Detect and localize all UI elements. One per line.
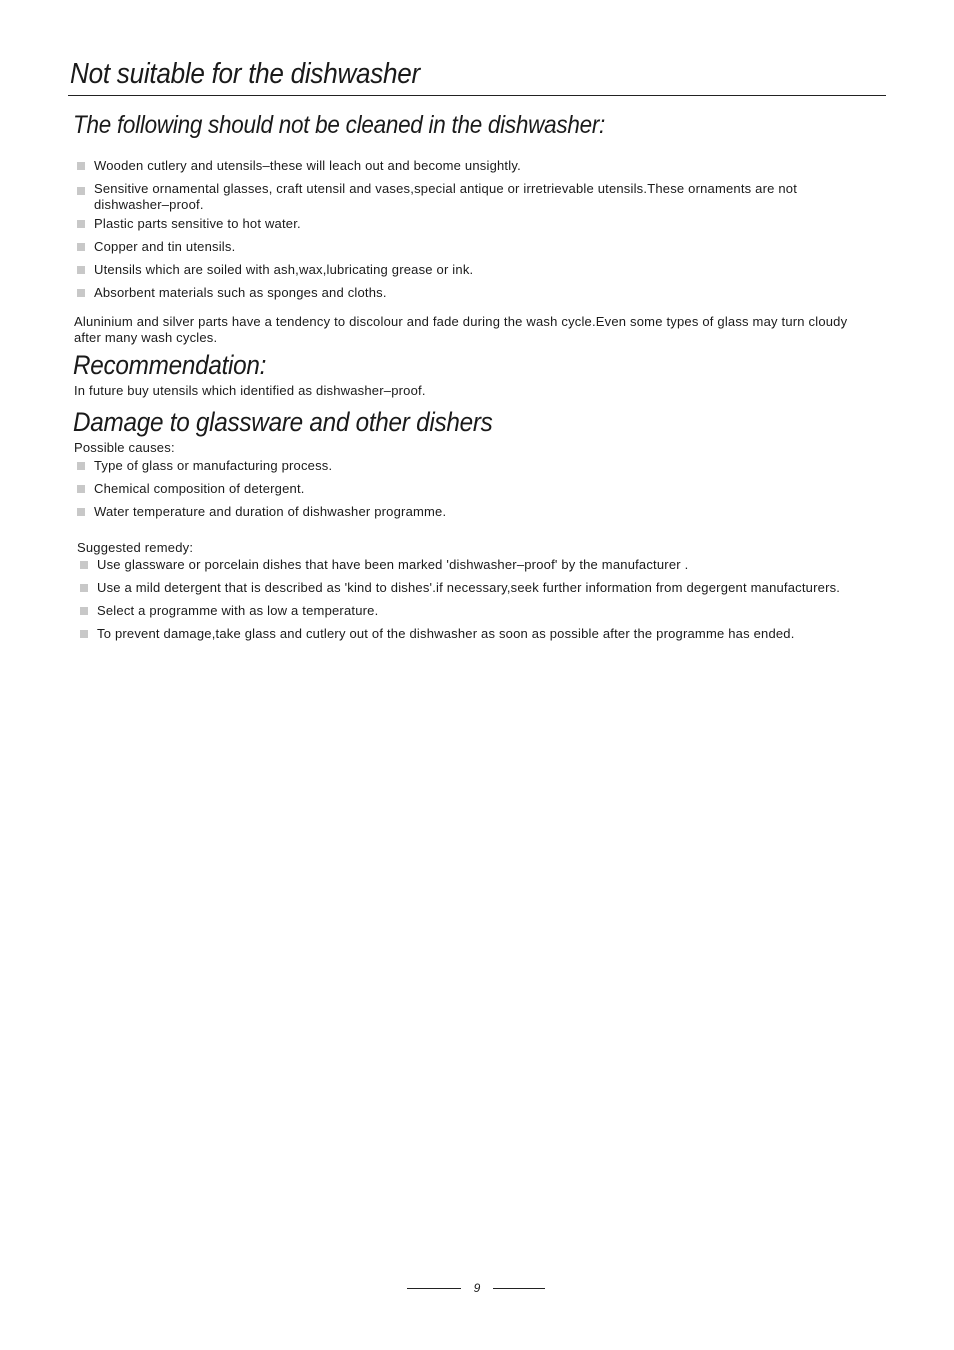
square-bullet-icon <box>77 289 85 297</box>
square-bullet-icon <box>80 630 88 638</box>
causes-list <box>74 458 854 527</box>
list-item: Chemical composition of detergent. <box>74 481 854 497</box>
square-bullet-icon <box>77 266 85 274</box>
square-bullet-icon <box>80 561 88 569</box>
list-item: Utensils which are soiled with ash,wax,lubricating grease or ink. <box>74 262 854 278</box>
page-number: 9 <box>473 1281 481 1295</box>
possible-causes-label: Possible causes: <box>74 440 175 455</box>
list-item: Wooden cutlery and utensils–these will leach out and become unsightly. <box>74 158 854 174</box>
square-bullet-icon <box>77 485 85 493</box>
square-bullet-icon <box>77 162 85 170</box>
list-item: Plastic parts sensitive to hot water. <box>74 216 854 232</box>
list-item: Use a mild detergent that is described as 'kind to dishes'.if necessary,seek further information from degergent manufacturers. <box>77 580 897 596</box>
list-item: Copper and tin utensils. <box>74 239 854 255</box>
list-item: Water temperature and duration of dishwasher programme. <box>74 504 854 520</box>
square-bullet-icon <box>77 462 85 470</box>
discolour-note: Aluninium and silver parts have a tendency to discolour and fade during the wash cycle.Even some types of glass may turn cloudy after many wash cycles. <box>74 314 848 345</box>
square-bullet-icon <box>80 607 88 615</box>
recommendation-heading: Recommendation: <box>73 350 267 380</box>
square-bullet-icon <box>77 187 85 195</box>
square-bullet-icon <box>80 584 88 592</box>
square-bullet-icon <box>77 220 85 228</box>
square-bullet-icon <box>77 243 85 251</box>
list-item: Select a programme with as low a temperature. <box>77 603 897 619</box>
not-cleaned-heading: The following should not be cleaned in the dishwasher: <box>73 111 606 139</box>
list-item: Absorbent materials such as sponges and cloths. <box>74 285 854 301</box>
not-cleaned-list <box>74 158 854 308</box>
footer-rule-right <box>493 1288 545 1289</box>
list-item: Use glassware or porcelain dishes that have been marked 'dishwasher–proof' by the manufacturer . <box>77 557 897 573</box>
damage-heading: Damage to glassware and other dishers <box>73 407 493 437</box>
list-item: To prevent damage,take glass and cutlery out of the dishwasher as soon as possible after the programme has ended. <box>77 626 897 642</box>
footer-rule-left <box>407 1288 461 1289</box>
page-title: Not suitable for the dishwasher <box>70 58 420 90</box>
title-rule <box>68 95 886 96</box>
square-bullet-icon <box>77 508 85 516</box>
recommendation-text: In future buy utensils which identified as dishwasher–proof. <box>74 383 426 398</box>
list-item: Sensitive ornamental glasses, craft utensil and vases,special antique or irretrievable utensils.These ornaments are not dishwasher–proof. <box>74 181 854 213</box>
remedies-list <box>77 557 897 649</box>
suggested-remedy-label: Suggested remedy: <box>77 540 194 555</box>
list-item: Type of glass or manufacturing process. <box>74 458 854 474</box>
